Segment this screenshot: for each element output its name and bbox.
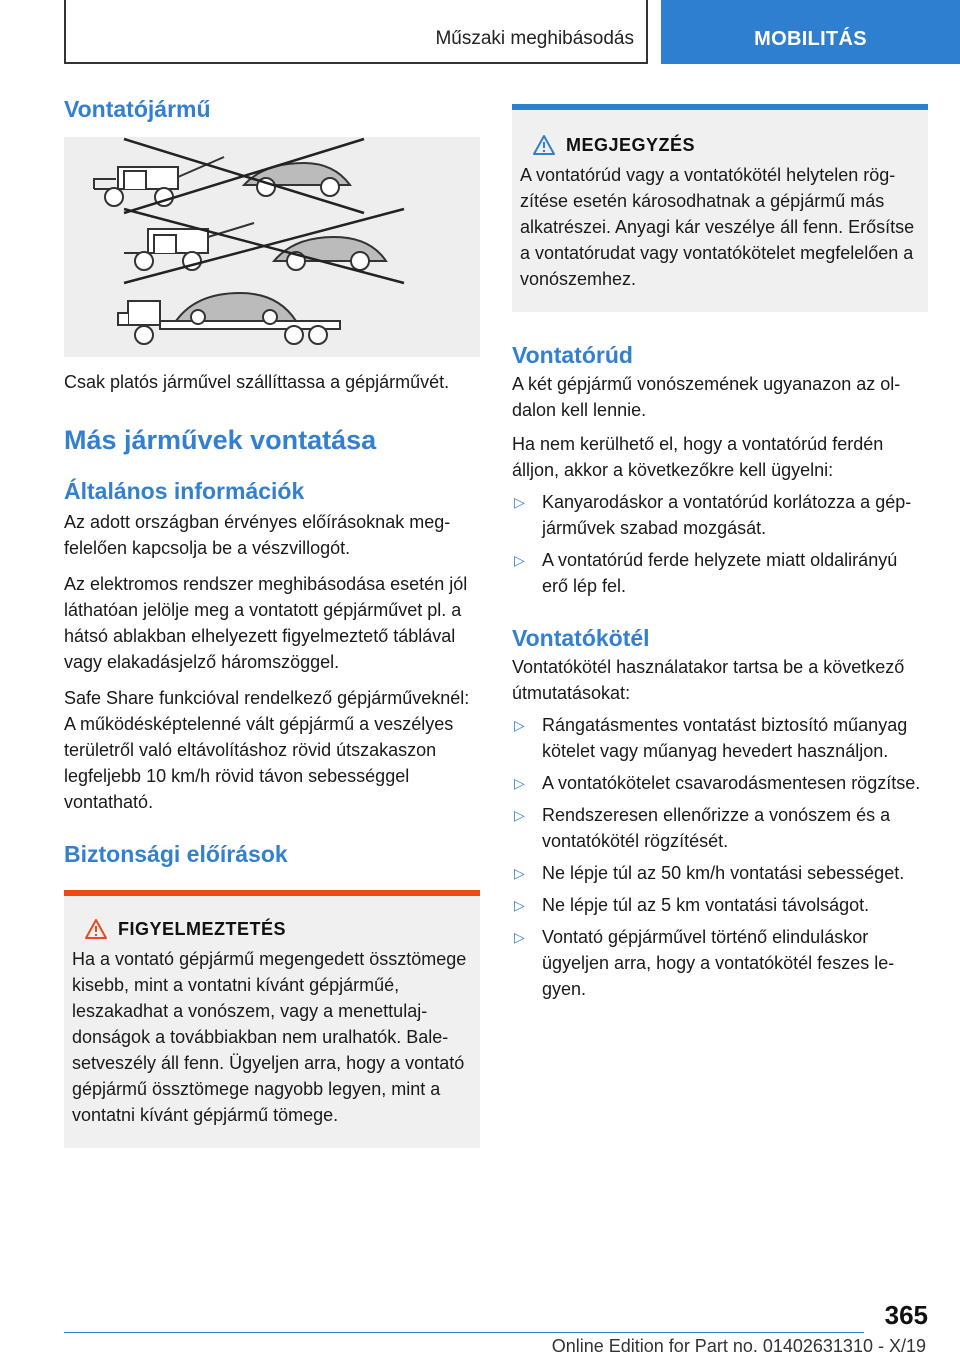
header-section-title: Műszaki meghibásodás: [435, 28, 634, 49]
paragraph-tow-rope: Vontatókötél használatakor tartsa be a következő útmutatásokat:: [512, 657, 905, 703]
bullet-triangle-icon: ▷: [514, 897, 525, 913]
footer-divider: [64, 1332, 864, 1333]
note-label: MEGJEGYZÉS: [566, 134, 696, 155]
bullet-triangle-icon: ▷: [514, 494, 525, 510]
left-column: [64, 96, 480, 1148]
paragraph-tow-bar-2: Ha nem kerülhető el, hogy a vontatórúd ferdén álljon, akkor a következőkre kell ügyelni:: [512, 434, 884, 480]
list-item: ▷ Vontató gépjárművel történő elinduláskor ügyeljen arra, hogy a vontatókötél feszes legyen.: [512, 924, 928, 1002]
paragraph-electrical-failure: Az elektromos rendszer meghibásodása esetén jól láthatóan jelölje meg a vontatott gépjárművet pl. a hátsó ablakban elhelyezett figyelmeztető táblával vagy elakadásjelző háromszöggel.: [64, 574, 468, 672]
heading-towing-other-vehicles: Más járművek vontatása: [64, 425, 377, 455]
tow-bar-list: [512, 489, 928, 599]
bullet-triangle-icon: ▷: [514, 807, 525, 823]
list-item: ▷ Ne lépje túl az 50 km/h vontatási sebességet.: [512, 860, 928, 886]
heading-general-info: Általános információk: [64, 478, 305, 504]
tow-rope-list: [512, 712, 928, 1002]
heading-tow-bar: Vontatórúd: [512, 342, 633, 368]
towing-vehicles-drawing: [64, 137, 480, 357]
paragraph-safe-share: Safe Share funkcióval rendelkező gépjárműveknél: A működésképtelenné vált gépjármű a veszélyes területről való eltávolításhoz rövid útszakaszon legfeljebb 10 km/h rövid távon sebességgel vontatható.: [64, 688, 470, 812]
page-number: 365: [884, 1300, 928, 1330]
note-triangle-icon: [532, 134, 556, 156]
note-text: A vontatórúd vagy a vontatókötél helytelen rögzítése esetén károsodhatnak a gépjármű más alkatrészei. Anyagi kár veszélye áll fenn. Erősítse a vontatórudat vagy vontatókötelet megfelelően a vonószemhez.: [520, 165, 915, 289]
warning-header: [84, 918, 472, 940]
warning-label: FIGYELMEZTETÉS: [118, 918, 287, 939]
towing-caption: Csak platós járművel szállíttassa a gépjárművét.: [64, 372, 450, 392]
bullet-triangle-icon: ▷: [514, 717, 525, 733]
bullet-triangle-icon: ▷: [514, 865, 525, 881]
bullet-triangle-icon: ▷: [514, 929, 525, 945]
heading-safety-rules: Biztonsági előírások: [64, 841, 288, 867]
tow-truck-row-2: [124, 223, 386, 270]
list-item: ▷ Rendszeresen ellenőrizze a vonószem és a vontatókötél rögzítését.: [512, 802, 928, 854]
list-item: ▷ A vontatókötelet csavarodásmentesen rögzítse.: [512, 770, 928, 796]
bullet-triangle-icon: ▷: [514, 552, 525, 568]
list-item: ▷ Kanyarodáskor a vontatórúd korlátozza a gépjárművek szabad mozgását.: [512, 489, 928, 541]
footer-edition: Online Edition for Part no. 01402631310 - X/19: [551, 1336, 926, 1356]
list-item: ▷ Ne lépje túl az 5 km vontatási távolságot.: [512, 892, 928, 918]
paragraph-tow-bar-1: A két gépjármű vonószemének ugyanazon az oldalon kell lennie.: [512, 374, 901, 420]
header-tab-label: MOBILITÁS: [754, 28, 867, 50]
paragraph-hazard-lights: Az adott országban érvényes előírásoknak megfelelően kapcsolja be a vészvillogót.: [64, 512, 451, 558]
warning-box: [64, 890, 480, 1148]
list-item: ▷ A vontatórúd ferde helyzete miatt oldalirányú erő lép fel.: [512, 547, 928, 599]
heading-towing-vehicle: Vontatójármű: [64, 96, 211, 122]
flatbed-truck-row-3: [118, 293, 340, 344]
right-column: [512, 104, 928, 1002]
header-tab-mobilitas: [661, 0, 960, 64]
warning-text: Ha a vontató gépjármű megengedett össztömege kisebb, mint a vontatni kívánt gépjárműé, leszakadhat a vonószem, vagy a menettulajdonságok a továbbiakban nem uralhatók. Balesetveszély áll fenn. Ügyeljen arra, hogy a vontató gépjármű össztömege nagyobb legyen, mint a vontatni kívánt gépjármű tömege.: [72, 949, 467, 1125]
note-header: [532, 134, 920, 156]
header-box: [64, 0, 648, 64]
note-box: [512, 104, 928, 312]
warning-triangle-icon: [84, 918, 108, 940]
heading-tow-rope: Vontatókötél: [512, 625, 650, 651]
list-item: ▷ Rángatásmentes vontatást biztosító műanyag kötelet vagy műanyag hevedert használjon.: [512, 712, 928, 764]
bullet-triangle-icon: ▷: [514, 775, 525, 791]
towing-illustration: [64, 137, 480, 357]
